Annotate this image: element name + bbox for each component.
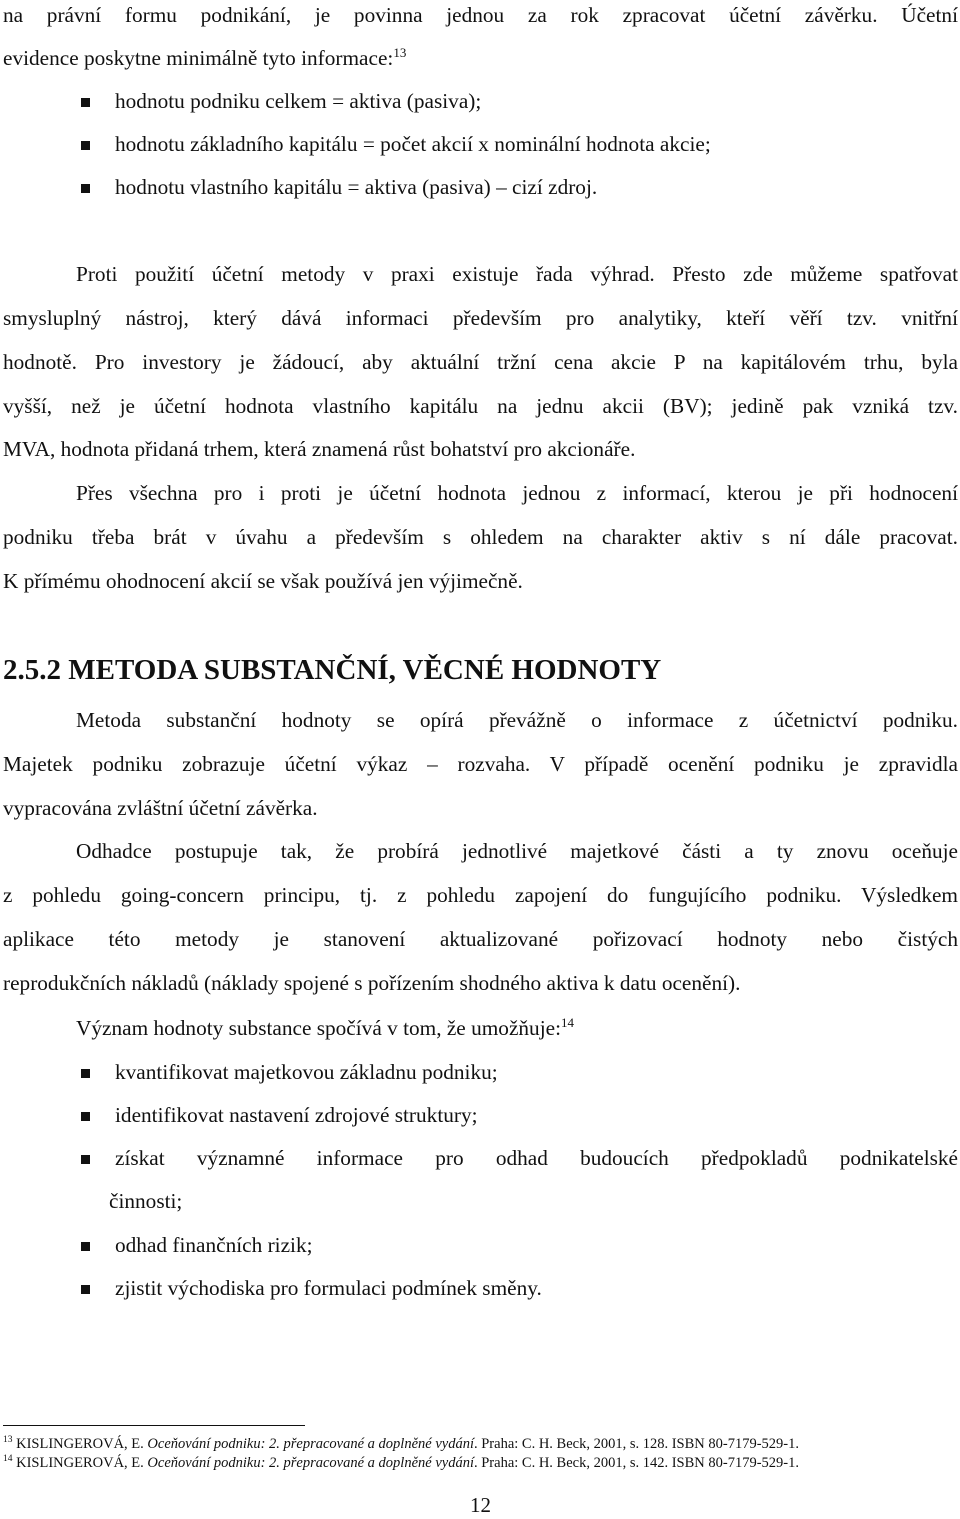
bullet-square-icon: [81, 1069, 90, 1078]
paragraph-line: MVA, hodnota přidaná trhem, která znamená růst bohatství pro akcionáře.: [3, 437, 636, 461]
footnote-number: 14: [3, 1454, 13, 1465]
footnote-title: Oceňování podniku: 2. přepracované a doplněné vydání: [147, 1436, 474, 1452]
footnote-rest: . Praha: C. H. Beck, 2001, s. 128. ISBN 80-7179-529-1.: [473, 1436, 800, 1452]
footnote-ref-13: 13: [393, 44, 407, 60]
paragraph-line: podniku třeba brát v úvahu a především s ohledem na charakter aktiv s ní dále pracovat.: [3, 525, 958, 549]
footnote-ref-14: 14: [560, 1014, 574, 1030]
paragraph-line: K přímému ohodnocení akcií se však používá jen výjimečně.: [3, 569, 523, 593]
bullet-square-icon: [81, 1242, 90, 1251]
paragraph-line: Odhadce postupuje tak, že probírá jednotlivé majetkové části a ty znovu oceňuje: [76, 839, 958, 863]
bullet-square-icon: [81, 1112, 90, 1121]
paragraph-line: Metoda substanční hodnoty se opírá převážně o informace z účetnictví podniku.: [76, 708, 958, 732]
bullet-square-icon: [81, 184, 90, 193]
paragraph-line: Proti použití účetní metody v praxi existuje řada výhrad. Přesto zde můžeme spatřovat: [76, 262, 958, 286]
list-item: odhad finančních rizik;: [115, 1233, 313, 1257]
bullet-square-icon: [81, 141, 90, 150]
bullet-square-icon: [81, 98, 90, 107]
bullet-square-icon: [81, 1155, 90, 1164]
footnote-author: KISLINGEROVÁ, E.: [16, 1455, 144, 1471]
paragraph-line: aplikace této metody je stanovení aktualizované pořizovací hodnoty nebo čistých: [3, 927, 958, 951]
intro-line-2-text: evidence poskytne minimálně tyto informace:: [3, 46, 394, 70]
footnote-13: [3, 1436, 799, 1453]
list-item: zjistit východiska pro formulaci podmínek směny.: [115, 1276, 542, 1300]
paragraph-line: Přes všechna pro i proti je účetní hodnota jednou z informací, kterou je při hodnocení: [76, 481, 958, 505]
intro-line-2: [3, 46, 406, 71]
intro-line-1: na právní formu podnikání, je povinna jednou za rok zpracovat účetní závěrku. Účetní: [3, 3, 958, 27]
paragraph-line: hodnotě. Pro investory je žádoucí, aby aktuální tržní cena akcie P na kapitálovém trhu, byla: [3, 350, 958, 374]
list-item: hodnotu vlastního kapitálu = aktiva (pasiva) – cizí zdroj.: [115, 175, 598, 199]
list-item: hodnotu základního kapitálu = počet akcií x nominální hodnota akcie;: [115, 132, 711, 156]
list-item: hodnotu podniku celkem = aktiva (pasiva);: [115, 89, 482, 113]
paragraph-line: z pohledu going-concern principu, tj. z pohledu zapojení do fungujícího podniku. Výsledkem: [3, 883, 958, 907]
paragraph-text: Význam hodnoty substance spočívá v tom, že umožňuje:: [76, 1016, 561, 1040]
paragraph-line: reprodukčních nákladů (náklady spojené s pořízením shodného aktiva k datu ocenění).: [3, 971, 741, 995]
list-item-continuation: činnosti;: [109, 1189, 183, 1213]
page-number: 12: [470, 1493, 491, 1517]
bullet-square-icon: [81, 1285, 90, 1294]
paragraph-line: vyšší, než je účetní hodnota vlastního kapitálu na jednu akcii (BV); jedině pak vzniká tzv.: [3, 394, 958, 418]
list-item: kvantifikovat majetkovou základnu podniku;: [115, 1060, 498, 1084]
footnote-14: [3, 1455, 799, 1472]
footnote-number: 13: [3, 1435, 13, 1446]
paragraph-line: [76, 1016, 574, 1041]
paragraph-line: Majetek podniku zobrazuje účetní výkaz – rozvaha. V případě ocenění podniku je zpravidla: [3, 752, 958, 776]
section-heading: 2.5.2 METODA SUBSTANČNÍ, VĚCNÉ HODNOTY: [3, 654, 662, 686]
paragraph-line: smysluplný nástroj, který dává informaci především pro analytiky, kteří věří tzv. vnitřní: [3, 306, 958, 330]
footnote-separator: [3, 1425, 305, 1426]
list-item: identifikovat nastavení zdrojové struktury;: [115, 1103, 478, 1127]
footnote-author: KISLINGEROVÁ, E.: [16, 1436, 144, 1452]
footnote-title: Oceňování podniku: 2. přepracované a doplněné vydání: [147, 1455, 474, 1471]
footnote-rest: . Praha: C. H. Beck, 2001, s. 142. ISBN 80-7179-529-1.: [473, 1455, 800, 1471]
paragraph-line: vypracována zvláštní účetní závěrka.: [3, 796, 318, 820]
list-item: získat významné informace pro odhad budoucích předpokladů podnikatelské: [115, 1146, 958, 1170]
